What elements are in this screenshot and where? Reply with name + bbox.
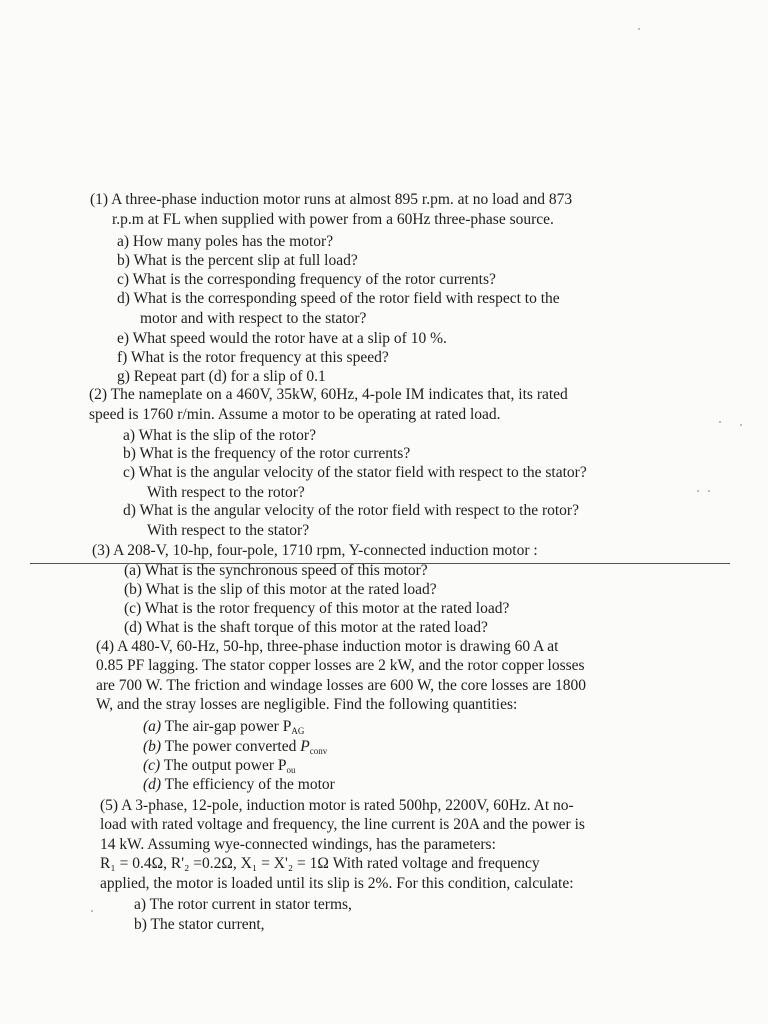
q3-item-a: (a) What is the synchronous speed of this motor? bbox=[124, 562, 428, 579]
q1-item-f: f) What is the rotor frequency at this speed? bbox=[117, 349, 389, 366]
q4-line-3: are 700 W. The friction and windage losses are 600 W, the core losses are 1800 bbox=[96, 677, 586, 694]
q5-line-2: load with rated voltage and frequency, the line current is 20A and the power is bbox=[100, 816, 585, 833]
q2-item-c-line-1: c) What is the angular velocity of the stator field with respect to the stator? bbox=[123, 464, 587, 481]
q3-line-1: (3) A 208-V, 10-hp, four-pole, 1710 rpm, Y-connected induction motor : bbox=[92, 542, 538, 559]
q2-line-2: speed is 1760 r/min. Assume a motor to be operating at rated load. bbox=[89, 406, 501, 423]
q5-item-b: b) The stator current, bbox=[134, 916, 265, 933]
q4-item-a bbox=[143, 718, 304, 740]
q2-line-1: (2) The nameplate on a 460V, 35kW, 60Hz, 4-pole IM indicates that, its rated bbox=[89, 386, 568, 403]
q1-line-1: (1) A three-phase induction motor runs at almost 895 r.pm. at no load and 873 bbox=[90, 191, 573, 208]
scan-speck bbox=[719, 421, 721, 423]
q4-item-b-variable: P bbox=[300, 738, 310, 755]
scan-speck bbox=[740, 424, 742, 426]
q4-item-b-subscript: conv bbox=[309, 746, 328, 756]
q4-item-a-subscript: AG bbox=[291, 726, 305, 736]
q5-line-4: R₁ = 0.4Ω, R'₂ =0.2Ω, X₁ = X'₂ = 1Ω With rated voltage and frequency bbox=[100, 855, 540, 872]
q4-item-b-text: The power converted bbox=[161, 738, 301, 755]
q1-item-e: e) What speed would the rotor have at a slip of 10 %. bbox=[117, 330, 447, 347]
q4-item-c-text: The output power P bbox=[160, 757, 287, 774]
q4-item-b-label: (b) bbox=[143, 738, 162, 755]
scan-speck bbox=[91, 910, 93, 912]
scan-speck bbox=[697, 490, 699, 492]
q5-line-1: (5) A 3-phase, 12-pole, induction motor is rated 500hp, 2200V, 60Hz. At no- bbox=[100, 797, 574, 814]
q4-item-a-label: (a) bbox=[143, 718, 162, 735]
q2-item-a: a) What is the slip of the rotor? bbox=[123, 427, 316, 444]
q4-item-d-label: (d) bbox=[143, 776, 162, 793]
q1-item-g: g) Repeat part (d) for a slip of 0.1 bbox=[117, 368, 326, 385]
scan-speck bbox=[638, 28, 640, 30]
q1-item-a: a) How many poles has the motor? bbox=[117, 233, 334, 250]
q5-line-3: 14 kW. Assuming wye-connected windings, has the parameters: bbox=[100, 836, 496, 853]
q4-item-d bbox=[143, 776, 335, 794]
q2-item-d-line-2: With respect to the stator? bbox=[147, 522, 310, 539]
q4-line-2: 0.85 PF lagging. The stator copper losses are 2 kW, and the rotor copper losses bbox=[96, 657, 585, 674]
q3-item-c: (c) What is the rotor frequency of this motor at the rated load? bbox=[124, 600, 510, 617]
q1-line-2: r.p.m at FL when supplied with power from a 60Hz three-phase source. bbox=[112, 211, 554, 228]
q2-item-b: b) What is the frequency of the rotor currents? bbox=[123, 445, 411, 462]
q1-item-c: c) What is the corresponding frequency of the rotor currents? bbox=[117, 271, 496, 288]
q1-item-b: b) What is the percent slip at full load? bbox=[117, 252, 358, 269]
q4-line-4: W, and the stray losses are negligible. Find the following quantities: bbox=[96, 696, 518, 713]
q4-item-d-text: The efficiency of the motor bbox=[161, 776, 335, 793]
q3-item-b: (b) What is the slip of this motor at the rated load? bbox=[124, 581, 437, 598]
q1-item-d-line-1: d) What is the corresponding speed of the rotor field with respect to the bbox=[117, 290, 560, 307]
q2-item-c-line-2: With respect to the rotor? bbox=[147, 484, 305, 501]
q5-item-a: a) The rotor current in stator terms, bbox=[134, 896, 352, 913]
q4-item-a-text: The air-gap power P bbox=[161, 718, 292, 735]
q4-item-c-label: (c) bbox=[143, 757, 161, 774]
q5-line-5: applied, the motor is loaded until its slip is 2%. For this condition, calculate: bbox=[100, 875, 574, 892]
scan-speck bbox=[708, 490, 710, 492]
q2-item-d-line-1: d) What is the angular velocity of the rotor field with respect to the rotor? bbox=[123, 502, 579, 519]
q4-item-c-subscript: ou bbox=[286, 765, 296, 775]
q3-item-d: (d) What is the shaft torque of this motor at the rated load? bbox=[124, 619, 488, 636]
q1-item-d-line-2: motor and with respect to the stator? bbox=[140, 310, 367, 327]
q4-line-1: (4) A 480-V, 60-Hz, 50-hp, three-phase induction motor is drawing 60 A at bbox=[96, 638, 559, 655]
